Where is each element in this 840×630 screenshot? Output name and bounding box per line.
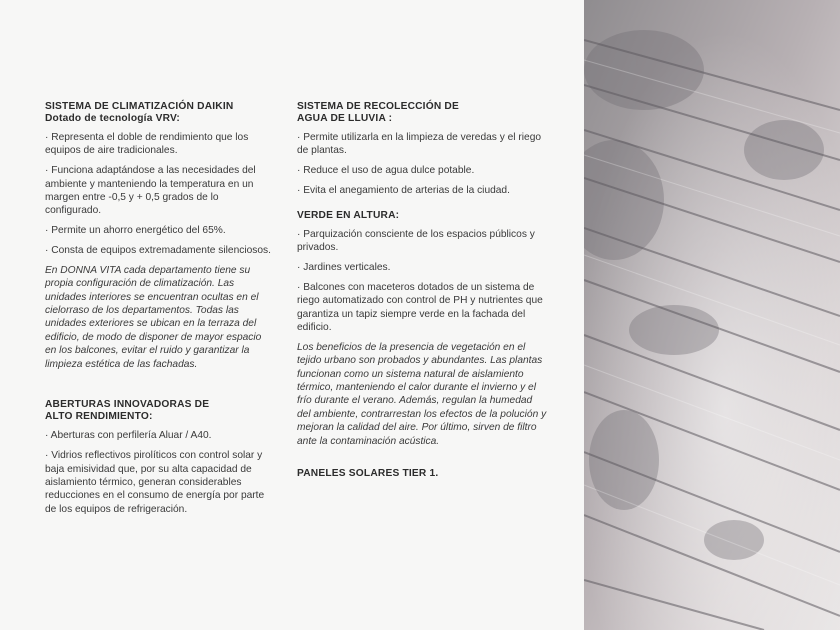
right-column bbox=[297, 101, 547, 486]
agua-lluvia-heading bbox=[297, 101, 547, 125]
verde-altura-bullet: · Balcones con maceteros dotados de un sistema de riego automatizado con control de PH y nutrientes que garantiza un tapiz siempre verde en la fachada del edificio. bbox=[297, 281, 543, 334]
paneles-solares-heading: PANELES SOLARES TIER 1. bbox=[297, 468, 439, 480]
climatizacion-bullet: · Representa el doble de rendimiento que los equipos de aire tradicionales. bbox=[45, 132, 249, 157]
climatizacion-bullet: · Consta de equipos extremadamente silenciosos. bbox=[45, 245, 271, 257]
aberturas-title-line2: ALTO RENDIMIENTO: bbox=[45, 411, 153, 423]
aberturas-bullet: · Vidrios reflectivos pirolíticos con control solar y baja emisividad que, por su alta capacidad de aislamiento térmico, generan considerables reducciones en el consumo de energía por parte de los equipos de refrigeración. bbox=[45, 450, 265, 515]
aberturas-heading bbox=[45, 399, 275, 423]
wood-deck-photo bbox=[584, 0, 840, 630]
aberturas-title-line1: ABERTURAS INNOVADORAS DE bbox=[45, 399, 210, 411]
wood-deck-image bbox=[584, 0, 840, 630]
climatizacion-subtitle: Dotado de tecnología VRV: bbox=[45, 113, 180, 124]
verde-altura-heading: VERDE EN ALTURA: bbox=[297, 209, 400, 221]
agua-lluvia-title-line1: SISTEMA DE RECOLECCIÓN DE bbox=[297, 101, 459, 112]
climatizacion-heading bbox=[45, 101, 275, 125]
climatizacion-note: En DONNA VITA cada departamento tiene su propia configuración de climatización. Las unidades interiores se encuentran ocultas en el cielorraso de los departamentos. Todas las unidades exteriores se ubican en la terraza del edificio, de modo de disponer de mayor espacio en los balcones, evitar el ruido y garantizar la limpieza estética de las fachadas. bbox=[45, 264, 262, 370]
climatizacion-title: SISTEMA DE CLIMATIZACIÓN DAIKIN bbox=[45, 101, 234, 112]
verde-altura-note: Los beneficios de la presencia de vegetación en el tejido urbano son probados y abundantes. Las plantas funcionan como un sistema natural de aislamiento térmico, manteniendo el calor durante el invierno y el frío durante el verano. Además, regulan la humedad del ambiente, contrarrestan los efectos de la polución y mejoran la calidad del aire. Por último, sirven de filtro ante la contaminación acústica. bbox=[297, 341, 547, 447]
aberturas-bullet: · Aberturas con perfilería Aluar / A40. bbox=[45, 430, 212, 442]
agua-lluvia-bullet: · Evita el anegamiento de arterias de la ciudad. bbox=[297, 185, 510, 196]
verde-altura-bullet: · Parquización consciente de los espacios públicos y privados. bbox=[297, 228, 535, 254]
climatizacion-bullet: · Funciona adaptándose a las necesidades del ambiente y manteniendo la temperatura en un margen entre -0,5 y + 0,5 grados de lo configurado. bbox=[45, 165, 256, 217]
left-column bbox=[45, 101, 275, 523]
agua-lluvia-title-line2: AGUA DE LLUVIA : bbox=[297, 113, 393, 124]
climatizacion-bullet: · Permite un ahorro energético del 65%. bbox=[45, 225, 226, 237]
agua-lluvia-bullet: · Permite utilizarla en la limpieza de veredas y el riego de plantas. bbox=[297, 132, 542, 157]
verde-altura-bullet: · Jardines verticales. bbox=[297, 262, 391, 273]
agua-lluvia-bullet: · Reduce el uso de agua dulce potable. bbox=[297, 165, 475, 177]
